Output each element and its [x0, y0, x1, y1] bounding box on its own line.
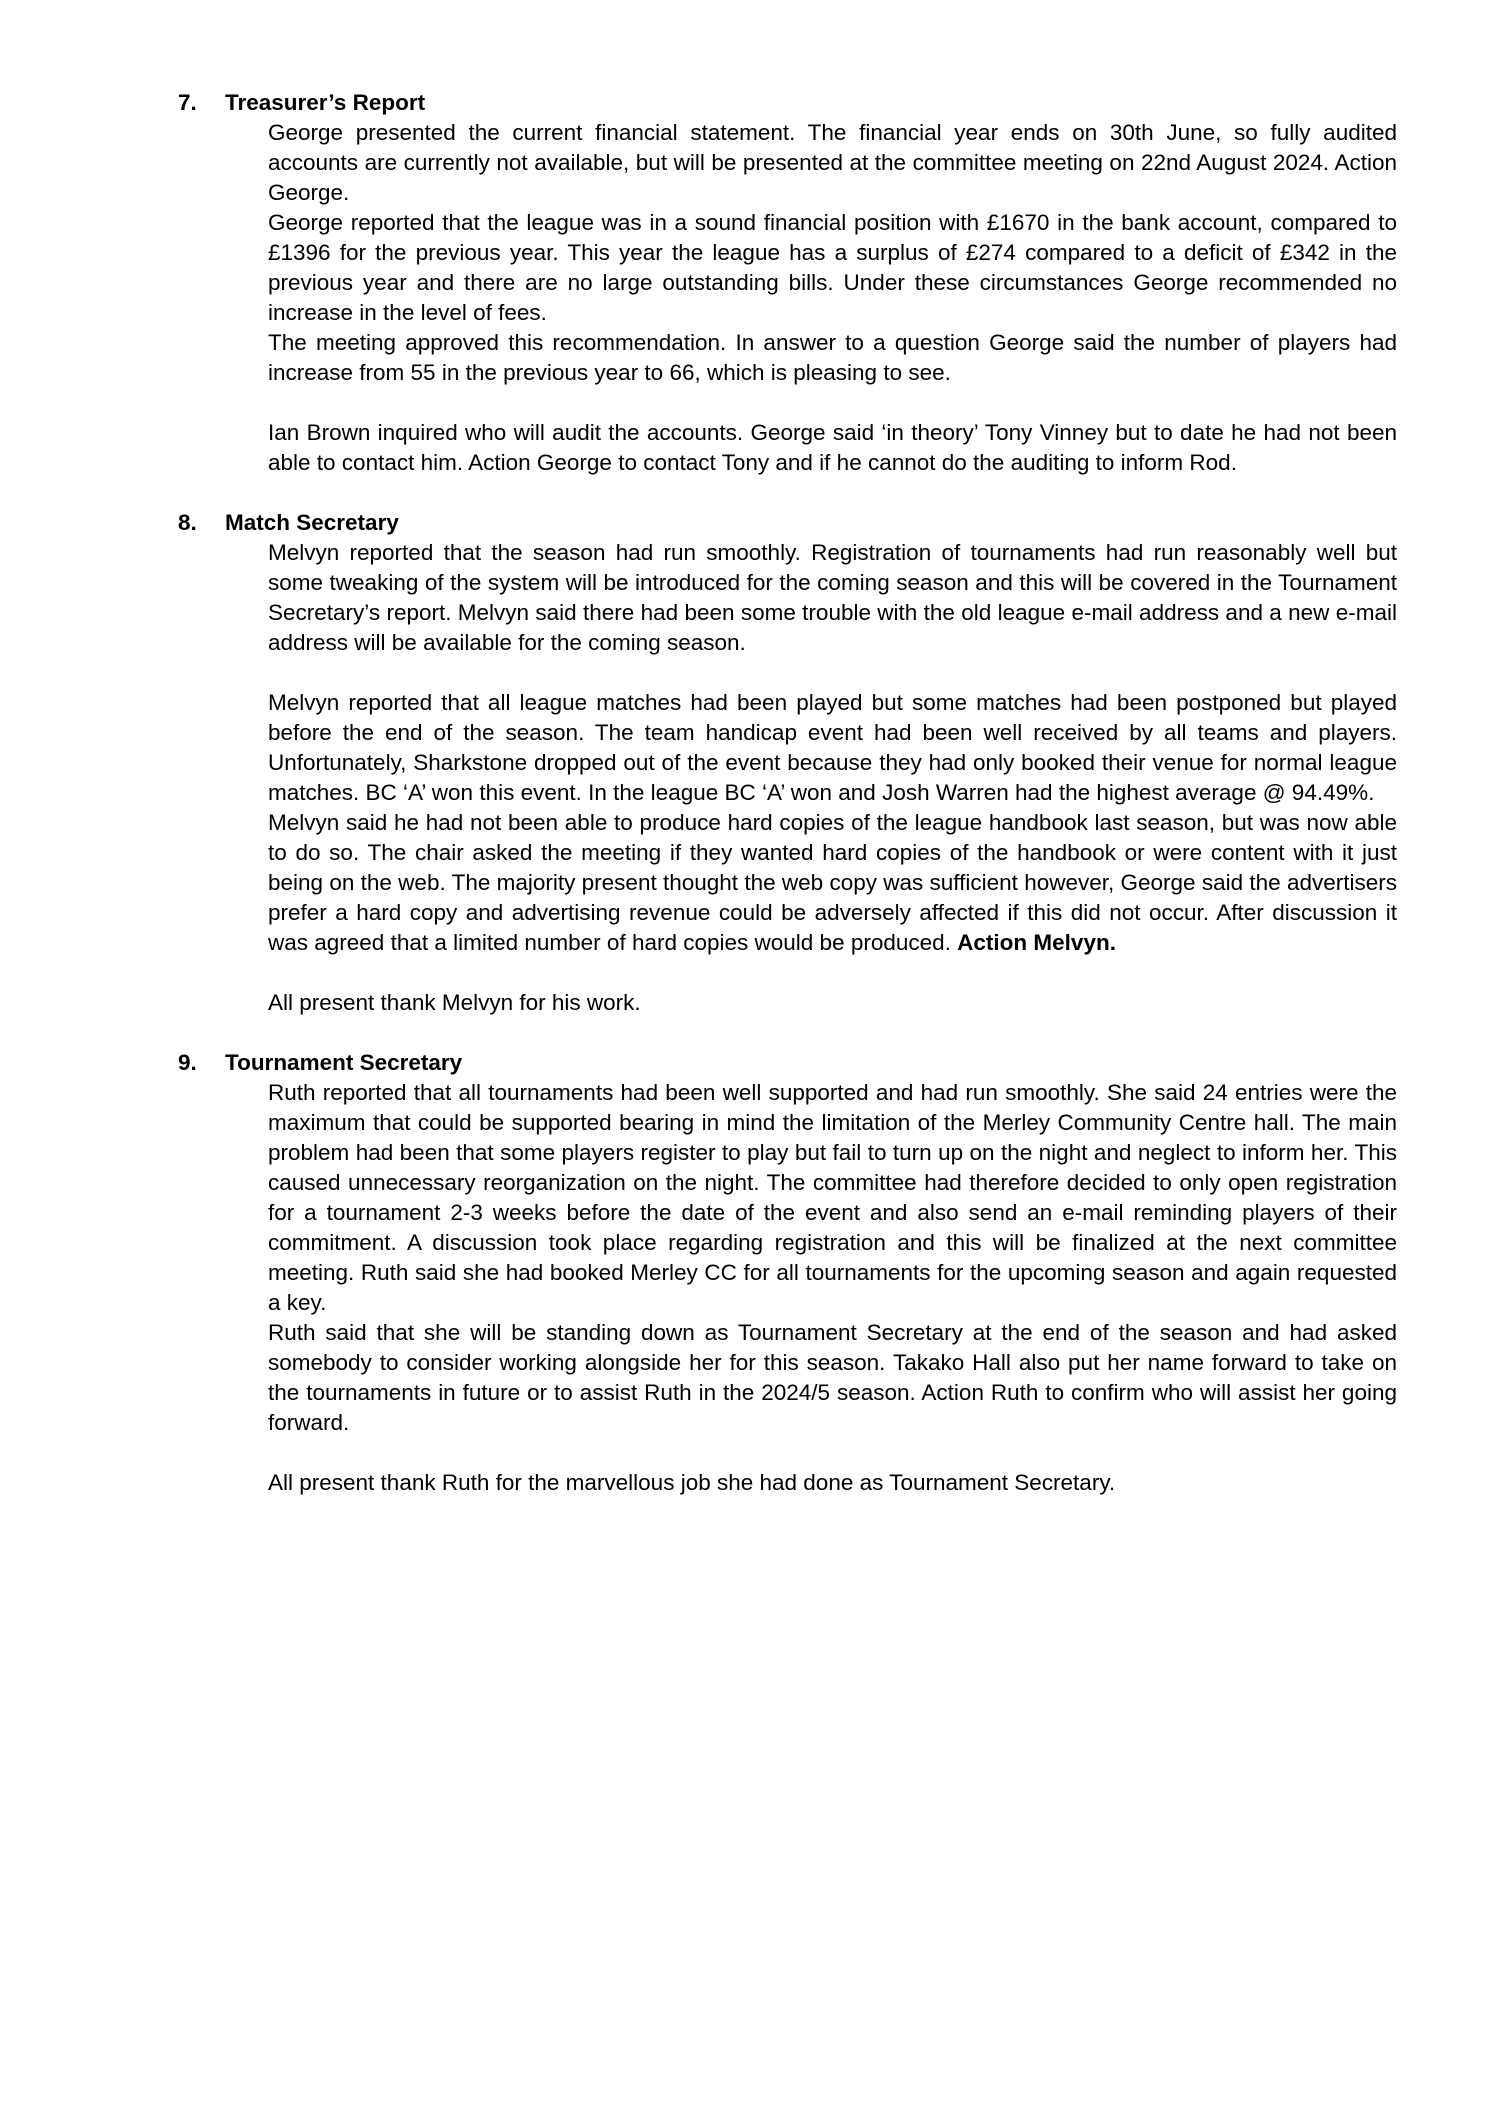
section [178, 1048, 1397, 1498]
text-run: Ruth reported that all tournaments had been well supported and had run smoothly. She said 24 entries were the maximum that could be supported bearing in mind the limitation of the Merley Community Centre hall. The main problem had been that some players register to play but fail to turn up on the night and neglect to inform her. This caused unnecessary reorganization on the night. The committee had therefore decided to only open registration for a tournament 2-3 weeks before the date of the event and also send an e-mail reminding players of their commitment. A discussion took place regarding registration and this will be finalized at the next committee meeting. Ruth said she had booked Merley CC for all tournaments for the upcoming season and again requested a key. [268, 1080, 1397, 1315]
paragraph [268, 808, 1397, 958]
text-run: Ruth said that she will be standing down as Tournament Secretary at the end of the season and had asked somebody to consider working alongside her for this season. Takako Hall also put her name forward to take on the tournaments in future or to assist Ruth in the 2024/5 season. Action Ruth to confirm who will assist her going forward. [268, 1320, 1397, 1435]
section-number: 7. [178, 90, 197, 115]
text-run: Melvyn reported that the season had run smoothly. Registration of tournaments had run reasonably well but some tweaking of the system will be introduced for the coming season and this will be covered in the Tournament Secretary’s report. Melvyn said there had been some trouble with the old league e-mail address and a new e-mail address will be available for the coming season. [268, 540, 1397, 655]
section-content [178, 538, 1397, 1018]
paragraph [268, 988, 1397, 1018]
text-run: Melvyn said he had not been able to produce hard copies of the league handbook last season, but was now able to do so. The chair asked the meeting if they wanted hard copies of the handbook or were content with it just being on the web. The majority present thought the web copy was sufficient however, George said the advertisers prefer a hard copy and advertising revenue could be adversely affected if this did not occur. After discussion it was agreed that a limited number of hard copies would be produced. [268, 810, 1397, 955]
text-run: George presented the current financial statement. The financial year ends on 30th June, so fully audited accounts are currently not available, but will be presented at the committee meeting on 22nd August 2024. Action George. [268, 120, 1397, 205]
section-title: Treasurer’s Report [225, 90, 426, 115]
paragraph [268, 118, 1397, 208]
section [178, 508, 1397, 1018]
blank-line [268, 1438, 1397, 1468]
paragraph [268, 1078, 1397, 1318]
bold-text-run: Action Melvyn. [957, 930, 1116, 955]
text-run: Melvyn reported that all league matches had been played but some matches had been postponed but played before the end of the season. The team handicap event had been well received by all teams and players. Unfortunately, Sharkstone dropped out of the event because they had only booked their venue for normal league matches. BC ‘A’ won this event. In the league BC ‘A’ won and Josh Warren had the highest average @ 94.49%. [268, 690, 1397, 805]
text-run: Ian Brown inquired who will audit the accounts. George said ‘in theory’ Tony Vinney but to date he had not been able to contact him. Action George to contact Tony and if he cannot do the auditing to inform Rod. [268, 420, 1397, 475]
section-title: Match Secretary [225, 510, 399, 535]
text-run: The meeting approved this recommendation. In answer to a question George said the number of players had increase from 55 in the previous year to 66, which is pleasing to see. [268, 330, 1397, 385]
blank-line [268, 958, 1397, 988]
section-number: 9. [178, 1050, 197, 1075]
paragraph [268, 1468, 1397, 1498]
section-number: 8. [178, 510, 197, 535]
paragraph [268, 418, 1397, 478]
section-heading [178, 1048, 1397, 1078]
section-title: Tournament Secretary [225, 1050, 463, 1075]
document-body [178, 88, 1397, 1498]
paragraph [268, 1318, 1397, 1438]
section-content [178, 1078, 1397, 1498]
blank-line [268, 388, 1397, 418]
paragraph [268, 688, 1397, 808]
section-heading [178, 508, 1397, 538]
blank-line [268, 658, 1397, 688]
section-heading [178, 88, 1397, 118]
text-run: All present thank Ruth for the marvellous job she had done as Tournament Secretary. [268, 1470, 1116, 1495]
text-run: George reported that the league was in a sound financial position with £1670 in the bank account, compared to £1396 for the previous year. This year the league has a surplus of £274 compared to a deficit of £342 in the previous year and there are no large outstanding bills. Under these circumstances George recommended no increase in the level of fees. [268, 210, 1397, 325]
paragraph [268, 328, 1397, 388]
paragraph [268, 208, 1397, 328]
paragraph [268, 538, 1397, 658]
section [178, 88, 1397, 478]
section-content [178, 118, 1397, 478]
text-run: All present thank Melvyn for his work. [268, 990, 641, 1015]
